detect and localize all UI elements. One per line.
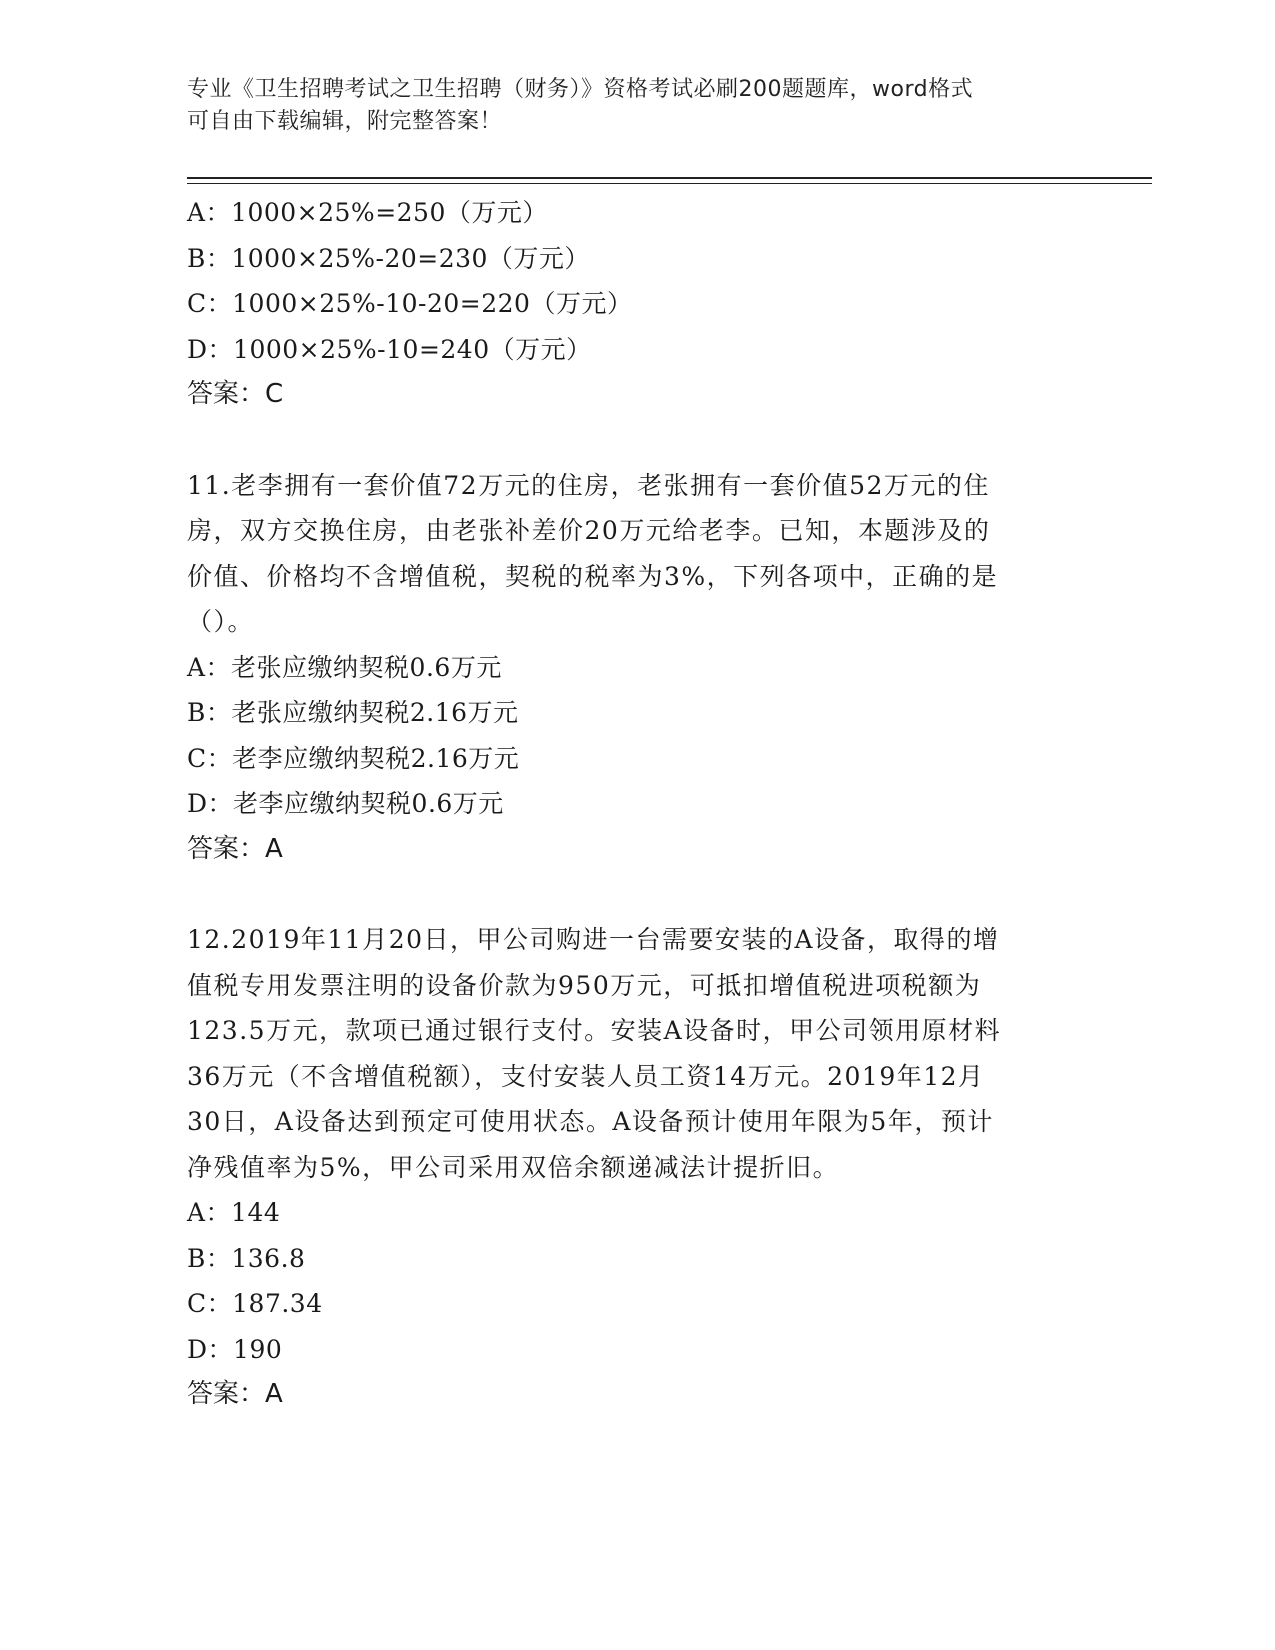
question-10 (187, 190, 1087, 418)
question-stem (187, 463, 1087, 645)
stem-line: 36万元（不含增值税额），支付安装人员工资14万元。2019年12月 (187, 1061, 985, 1091)
option-c: C：1000×25%-10-20=220（万元） (187, 289, 633, 318)
answer: 答案：A (187, 1379, 283, 1409)
option-c: C：187.34 (187, 1289, 323, 1318)
option-d: D：190 (187, 1334, 283, 1364)
question-11 (187, 463, 1087, 873)
document-header (187, 74, 1067, 138)
stem-line: 值税专用发票注明的设备价款为950万元，可抵扣增值税进项税额为 (187, 970, 982, 1000)
stem-line: 30日，A设备达到预定可使用状态。A设备预计使用年限为5年，预计 (187, 1107, 994, 1136)
header-line-1: 专业《卫生招聘考试之卫生招聘（财务）》资格考试必刷200题题库，word格式 (187, 77, 974, 102)
option-d: D：老李应缴纳契税0.6万元 (187, 789, 504, 818)
option-a: A：1000×25%=250（万元） (187, 198, 548, 227)
question-stem (187, 917, 1087, 1190)
header-rule-thin (187, 183, 1152, 184)
option-b: B：老张应缴纳契税2.16万元 (187, 698, 519, 727)
header-rule-thick (187, 177, 1152, 179)
option-d: D：1000×25%-10=240（万元） (187, 334, 592, 364)
answer: 答案：C (187, 379, 284, 409)
option-c: C：老李应缴纳契税2.16万元 (187, 743, 520, 773)
option-b: B：136.8 (187, 1243, 306, 1273)
option-b: B：1000×25%-20=230（万元） (187, 243, 590, 273)
option-a: A：老张应缴纳契税0.6万元 (187, 652, 502, 682)
stem-line: 11.老李拥有一套价值72万元的住房，老张拥有一套价值52万元的住 (187, 470, 990, 500)
stem-line: （）。 (187, 607, 255, 636)
spacer (187, 418, 1087, 463)
stem-line: 房，双方交换住房，由老张补差价20万元给老李。已知，本题涉及的 (187, 516, 991, 545)
stem-line: 123.5万元，款项已通过银行支付。安装A设备时，甲公司领用原材料 (187, 1016, 1002, 1045)
answer: 答案：A (187, 833, 283, 864)
spacer (187, 872, 1087, 917)
option-a: A：144 (187, 1198, 281, 1227)
stem-line: 12.2019年11月20日，甲公司购进一台需要安装的A设备，取得的增 (187, 925, 1000, 954)
stem-line: 价值、价格均不含增值税，契税的税率为3%，下列各项中，正确的是 (187, 561, 999, 591)
question-12 (187, 917, 1087, 1418)
stem-line: 净残值率为5%，甲公司采用双倍余额递减法计提折旧。 (187, 1152, 840, 1182)
question-content (187, 190, 1087, 1418)
header-line-2: 可自由下载编辑，附完整答案！ (187, 109, 503, 134)
